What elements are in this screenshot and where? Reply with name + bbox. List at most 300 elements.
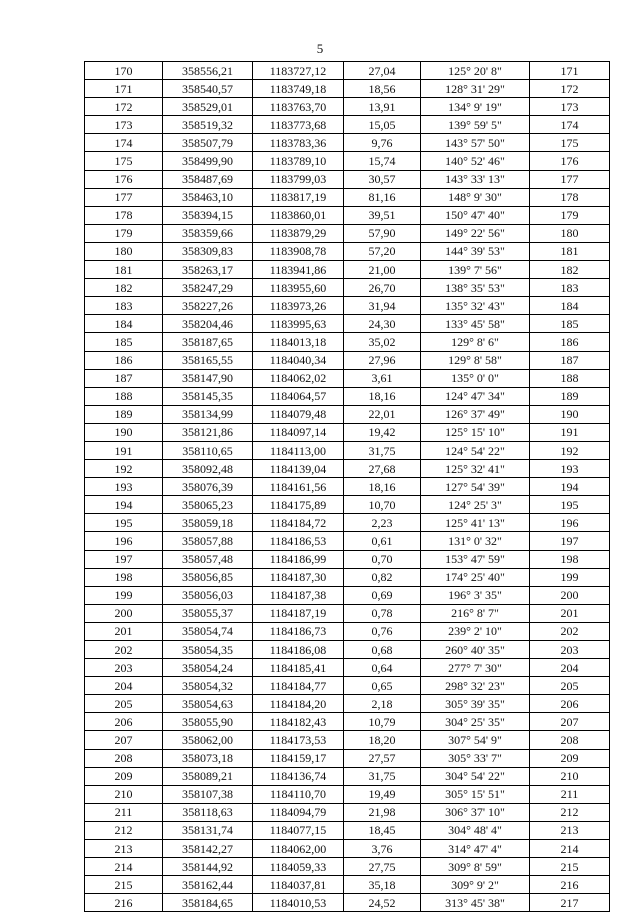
bearing-cell: 149° 22' 56" (421, 224, 530, 242)
next-point-cell: 209 (530, 749, 610, 767)
bearing-cell: 304° 48' 4" (421, 821, 530, 839)
distance-cell: 31,75 (344, 441, 421, 459)
table-row (85, 116, 610, 134)
y-coordinate-cell: 1184113,00 (253, 441, 344, 459)
bearing-cell: 131° 0' 32" (421, 532, 530, 550)
table-row (85, 333, 610, 351)
bearing-cell: 313° 45' 38" (421, 894, 530, 912)
table-row (85, 586, 610, 604)
next-point-cell: 203 (530, 641, 610, 659)
table-row (85, 532, 610, 550)
distance-cell: 13,91 (344, 98, 421, 116)
table-row (85, 894, 610, 912)
point-number-cell: 171 (85, 80, 163, 98)
next-point-cell: 185 (530, 315, 610, 333)
point-number-cell: 190 (85, 423, 163, 441)
bearing-cell: 216° 8' 7" (421, 604, 530, 622)
next-point-cell: 198 (530, 550, 610, 568)
distance-cell: 27,04 (344, 62, 421, 80)
y-coordinate-cell: 1184186,08 (253, 641, 344, 659)
x-coordinate-cell: 358089,21 (163, 767, 253, 785)
table-row (85, 405, 610, 423)
point-number-cell: 180 (85, 242, 163, 260)
table-row (85, 188, 610, 206)
x-coordinate-cell: 358110,65 (163, 441, 253, 459)
x-coordinate-cell: 358165,55 (163, 351, 253, 369)
y-coordinate-cell: 1183773,68 (253, 116, 344, 134)
distance-cell: 24,30 (344, 315, 421, 333)
point-number-cell: 187 (85, 369, 163, 387)
distance-cell: 15,74 (344, 152, 421, 170)
table-row (85, 62, 610, 80)
next-point-cell: 190 (530, 405, 610, 423)
table-row (85, 767, 610, 785)
table-row (85, 387, 610, 405)
table-row (85, 134, 610, 152)
bearing-cell: 133° 45' 58" (421, 315, 530, 333)
bearing-cell: 124° 47' 34" (421, 387, 530, 405)
x-coordinate-cell: 358263,17 (163, 261, 253, 279)
next-point-cell: 199 (530, 568, 610, 586)
distance-cell: 0,82 (344, 568, 421, 586)
x-coordinate-cell: 358359,66 (163, 224, 253, 242)
y-coordinate-cell: 1184062,00 (253, 840, 344, 858)
y-coordinate-cell: 1183973,26 (253, 297, 344, 315)
distance-cell: 3,61 (344, 369, 421, 387)
y-coordinate-cell: 1184013,18 (253, 333, 344, 351)
point-number-cell: 212 (85, 821, 163, 839)
y-coordinate-cell: 1183789,10 (253, 152, 344, 170)
x-coordinate-cell: 358134,99 (163, 405, 253, 423)
point-number-cell: 214 (85, 858, 163, 876)
x-coordinate-cell: 358076,39 (163, 478, 253, 496)
distance-cell: 21,00 (344, 261, 421, 279)
next-point-cell: 207 (530, 713, 610, 731)
x-coordinate-cell: 358131,74 (163, 821, 253, 839)
table-row (85, 98, 610, 116)
bearing-cell: 309° 9' 2" (421, 876, 530, 894)
bearing-cell: 128° 31' 29" (421, 80, 530, 98)
next-point-cell: 197 (530, 532, 610, 550)
point-number-cell: 192 (85, 460, 163, 478)
next-point-cell: 176 (530, 152, 610, 170)
point-number-cell: 173 (85, 116, 163, 134)
y-coordinate-cell: 1184187,19 (253, 604, 344, 622)
y-coordinate-cell: 1184062,02 (253, 369, 344, 387)
y-coordinate-cell: 1184186,73 (253, 622, 344, 640)
distance-cell: 2,23 (344, 514, 421, 532)
y-coordinate-cell: 1184094,79 (253, 803, 344, 821)
bearing-cell: 150° 47' 40" (421, 206, 530, 224)
bearing-cell: 140° 52' 46" (421, 152, 530, 170)
bearing-cell: 125° 15' 10" (421, 423, 530, 441)
distance-cell: 15,05 (344, 116, 421, 134)
y-coordinate-cell: 1183799,03 (253, 170, 344, 188)
distance-cell: 31,94 (344, 297, 421, 315)
x-coordinate-cell: 358145,35 (163, 387, 253, 405)
point-number-cell: 196 (85, 532, 163, 550)
table-row (85, 695, 610, 713)
y-coordinate-cell: 1184040,34 (253, 351, 344, 369)
y-coordinate-cell: 1184186,53 (253, 532, 344, 550)
bearing-cell: 125° 41' 13" (421, 514, 530, 532)
next-point-cell: 201 (530, 604, 610, 622)
table-row (85, 170, 610, 188)
distance-cell: 22,01 (344, 405, 421, 423)
bearing-cell: 125° 20' 8" (421, 62, 530, 80)
y-coordinate-cell: 1183995,63 (253, 315, 344, 333)
x-coordinate-cell: 358054,32 (163, 677, 253, 695)
table-row (85, 821, 610, 839)
y-coordinate-cell: 1184059,33 (253, 858, 344, 876)
point-number-cell: 179 (85, 224, 163, 242)
table-row (85, 840, 610, 858)
point-number-cell: 209 (85, 767, 163, 785)
bearing-cell: 144° 39' 53" (421, 242, 530, 260)
y-coordinate-cell: 1183749,18 (253, 80, 344, 98)
bearing-cell: 298° 32' 23" (421, 677, 530, 695)
y-coordinate-cell: 1183955,60 (253, 279, 344, 297)
x-coordinate-cell: 358056,03 (163, 586, 253, 604)
point-number-cell: 172 (85, 98, 163, 116)
point-number-cell: 206 (85, 713, 163, 731)
y-coordinate-cell: 1184079,48 (253, 405, 344, 423)
next-point-cell: 211 (530, 785, 610, 803)
bearing-cell: 305° 15' 51" (421, 785, 530, 803)
x-coordinate-cell: 358073,18 (163, 749, 253, 767)
next-point-cell: 192 (530, 441, 610, 459)
x-coordinate-cell: 358142,27 (163, 840, 253, 858)
next-point-cell: 208 (530, 731, 610, 749)
y-coordinate-cell: 1183763,70 (253, 98, 344, 116)
table-row (85, 152, 610, 170)
next-point-cell: 184 (530, 297, 610, 315)
y-coordinate-cell: 1184110,70 (253, 785, 344, 803)
table-row (85, 261, 610, 279)
distance-cell: 18,20 (344, 731, 421, 749)
bearing-cell: 174° 25' 40" (421, 568, 530, 586)
y-coordinate-cell: 1184184,72 (253, 514, 344, 532)
table-row (85, 858, 610, 876)
next-point-cell: 216 (530, 876, 610, 894)
x-coordinate-cell: 358062,00 (163, 731, 253, 749)
x-coordinate-cell: 358394,15 (163, 206, 253, 224)
bearing-cell: 277° 7' 30" (421, 659, 530, 677)
y-coordinate-cell: 1184186,99 (253, 550, 344, 568)
distance-cell: 31,75 (344, 767, 421, 785)
bearing-cell: 260° 40' 35" (421, 641, 530, 659)
next-point-cell: 182 (530, 261, 610, 279)
table-row (85, 641, 610, 659)
point-number-cell: 207 (85, 731, 163, 749)
bearing-cell: 196° 3' 35" (421, 586, 530, 604)
x-coordinate-cell: 358463,10 (163, 188, 253, 206)
distance-cell: 35,02 (344, 333, 421, 351)
x-coordinate-cell: 358227,26 (163, 297, 253, 315)
x-coordinate-cell: 358507,79 (163, 134, 253, 152)
point-number-cell: 216 (85, 894, 163, 912)
distance-cell: 0,76 (344, 622, 421, 640)
table-row (85, 423, 610, 441)
distance-cell: 0,61 (344, 532, 421, 550)
x-coordinate-cell: 358147,90 (163, 369, 253, 387)
x-coordinate-cell: 358054,24 (163, 659, 253, 677)
x-coordinate-cell: 358529,01 (163, 98, 253, 116)
x-coordinate-cell: 358144,92 (163, 858, 253, 876)
bearing-cell: 153° 47' 59" (421, 550, 530, 568)
y-coordinate-cell: 1184173,53 (253, 731, 344, 749)
table-row (85, 224, 610, 242)
y-coordinate-cell: 1184187,38 (253, 586, 344, 604)
next-point-cell: 186 (530, 333, 610, 351)
table-row (85, 351, 610, 369)
table-row (85, 496, 610, 514)
x-coordinate-cell: 358057,88 (163, 532, 253, 550)
point-number-cell: 205 (85, 695, 163, 713)
distance-cell: 18,16 (344, 478, 421, 496)
point-number-cell: 200 (85, 604, 163, 622)
next-point-cell: 200 (530, 586, 610, 604)
next-point-cell: 195 (530, 496, 610, 514)
y-coordinate-cell: 1184097,14 (253, 423, 344, 441)
distance-cell: 0,68 (344, 641, 421, 659)
y-coordinate-cell: 1184184,77 (253, 677, 344, 695)
point-number-cell: 194 (85, 496, 163, 514)
y-coordinate-cell: 1183783,36 (253, 134, 344, 152)
point-number-cell: 184 (85, 315, 163, 333)
point-number-cell: 186 (85, 351, 163, 369)
next-point-cell: 171 (530, 62, 610, 80)
table-row (85, 279, 610, 297)
distance-cell: 19,49 (344, 785, 421, 803)
point-number-cell: 189 (85, 405, 163, 423)
next-point-cell: 181 (530, 242, 610, 260)
point-number-cell: 193 (85, 478, 163, 496)
bearing-cell: 127° 54' 39" (421, 478, 530, 496)
y-coordinate-cell: 1184182,43 (253, 713, 344, 731)
bearing-cell: 125° 32' 41" (421, 460, 530, 478)
distance-cell: 18,45 (344, 821, 421, 839)
point-number-cell: 195 (85, 514, 163, 532)
table-row (85, 876, 610, 894)
next-point-cell: 179 (530, 206, 610, 224)
x-coordinate-cell: 358540,57 (163, 80, 253, 98)
y-coordinate-cell: 1184159,17 (253, 749, 344, 767)
point-number-cell: 203 (85, 659, 163, 677)
bearing-cell: 307° 54' 9" (421, 731, 530, 749)
bearing-cell: 129° 8' 6" (421, 333, 530, 351)
point-number-cell: 197 (85, 550, 163, 568)
x-coordinate-cell: 358054,63 (163, 695, 253, 713)
y-coordinate-cell: 1183941,86 (253, 261, 344, 279)
table-row (85, 568, 610, 586)
next-point-cell: 189 (530, 387, 610, 405)
x-coordinate-cell: 358556,21 (163, 62, 253, 80)
distance-cell: 27,68 (344, 460, 421, 478)
next-point-cell: 183 (530, 279, 610, 297)
next-point-cell: 196 (530, 514, 610, 532)
point-number-cell: 191 (85, 441, 163, 459)
next-point-cell: 172 (530, 80, 610, 98)
distance-cell: 18,16 (344, 387, 421, 405)
next-point-cell: 191 (530, 423, 610, 441)
point-number-cell: 178 (85, 206, 163, 224)
bearing-cell: 314° 47' 4" (421, 840, 530, 858)
next-point-cell: 174 (530, 116, 610, 134)
next-point-cell: 210 (530, 767, 610, 785)
point-number-cell: 177 (85, 188, 163, 206)
table-row (85, 604, 610, 622)
point-number-cell: 170 (85, 62, 163, 80)
next-point-cell: 205 (530, 677, 610, 695)
table-row (85, 749, 610, 767)
bearing-cell: 139° 7' 56" (421, 261, 530, 279)
bearing-cell: 304° 54' 22" (421, 767, 530, 785)
next-point-cell: 215 (530, 858, 610, 876)
table-row (85, 803, 610, 821)
bearing-cell: 305° 39' 35" (421, 695, 530, 713)
next-point-cell: 173 (530, 98, 610, 116)
bearing-cell: 134° 9' 19" (421, 98, 530, 116)
bearing-cell: 304° 25' 35" (421, 713, 530, 731)
next-point-cell: 175 (530, 134, 610, 152)
bearing-cell: 129° 8' 58" (421, 351, 530, 369)
y-coordinate-cell: 1184187,30 (253, 568, 344, 586)
table-row (85, 441, 610, 459)
x-coordinate-cell: 358055,90 (163, 713, 253, 731)
bearing-cell: 124° 25' 3" (421, 496, 530, 514)
x-coordinate-cell: 358121,86 (163, 423, 253, 441)
point-number-cell: 201 (85, 622, 163, 640)
y-coordinate-cell: 1183879,29 (253, 224, 344, 242)
distance-cell: 21,98 (344, 803, 421, 821)
table-row (85, 677, 610, 695)
point-number-cell: 215 (85, 876, 163, 894)
point-number-cell: 202 (85, 641, 163, 659)
table-row (85, 622, 610, 640)
distance-cell: 39,51 (344, 206, 421, 224)
bearing-cell: 138° 35' 53" (421, 279, 530, 297)
next-point-cell: 187 (530, 351, 610, 369)
distance-cell: 27,75 (344, 858, 421, 876)
x-coordinate-cell: 358092,48 (163, 460, 253, 478)
distance-cell: 57,90 (344, 224, 421, 242)
next-point-cell: 178 (530, 188, 610, 206)
x-coordinate-cell: 358519,32 (163, 116, 253, 134)
bearing-cell: 309° 8' 59" (421, 858, 530, 876)
table-row (85, 206, 610, 224)
table-row (85, 80, 610, 98)
next-point-cell: 214 (530, 840, 610, 858)
distance-cell: 10,79 (344, 713, 421, 731)
distance-cell: 18,56 (344, 80, 421, 98)
table-row (85, 731, 610, 749)
x-coordinate-cell: 358162,44 (163, 876, 253, 894)
y-coordinate-cell: 1183817,19 (253, 188, 344, 206)
table-row (85, 659, 610, 677)
x-coordinate-cell: 358055,37 (163, 604, 253, 622)
table-row (85, 713, 610, 731)
x-coordinate-cell: 358054,74 (163, 622, 253, 640)
table-row (85, 785, 610, 803)
x-coordinate-cell: 358309,83 (163, 242, 253, 260)
distance-cell: 0,69 (344, 586, 421, 604)
y-coordinate-cell: 1183908,78 (253, 242, 344, 260)
x-coordinate-cell: 358065,23 (163, 496, 253, 514)
point-number-cell: 185 (85, 333, 163, 351)
table-row (85, 297, 610, 315)
distance-cell: 27,57 (344, 749, 421, 767)
x-coordinate-cell: 358107,38 (163, 785, 253, 803)
distance-cell: 0,78 (344, 604, 421, 622)
bearing-cell: 306° 37' 10" (421, 803, 530, 821)
distance-cell: 24,52 (344, 894, 421, 912)
next-point-cell: 193 (530, 460, 610, 478)
distance-cell: 0,65 (344, 677, 421, 695)
x-coordinate-cell: 358487,69 (163, 170, 253, 188)
y-coordinate-cell: 1184037,81 (253, 876, 344, 894)
distance-cell: 26,70 (344, 279, 421, 297)
x-coordinate-cell: 358204,46 (163, 315, 253, 333)
distance-cell: 9,76 (344, 134, 421, 152)
distance-cell: 81,16 (344, 188, 421, 206)
x-coordinate-cell: 358054,35 (163, 641, 253, 659)
y-coordinate-cell: 1184139,04 (253, 460, 344, 478)
next-point-cell: 204 (530, 659, 610, 677)
x-coordinate-cell: 358059,18 (163, 514, 253, 532)
bearing-cell: 126° 37' 49" (421, 405, 530, 423)
coordinates-table (84, 61, 610, 912)
next-point-cell: 213 (530, 821, 610, 839)
bearing-cell: 305° 33' 7" (421, 749, 530, 767)
page-number: 5 (316, 41, 324, 56)
table-row (85, 550, 610, 568)
y-coordinate-cell: 1183727,12 (253, 62, 344, 80)
point-number-cell: 204 (85, 677, 163, 695)
point-number-cell: 198 (85, 568, 163, 586)
bearing-cell: 148° 9' 30" (421, 188, 530, 206)
next-point-cell: 202 (530, 622, 610, 640)
distance-cell: 0,70 (344, 550, 421, 568)
next-point-cell: 194 (530, 478, 610, 496)
y-coordinate-cell: 1184185,41 (253, 659, 344, 677)
next-point-cell: 217 (530, 894, 610, 912)
y-coordinate-cell: 1184010,53 (253, 894, 344, 912)
point-number-cell: 188 (85, 387, 163, 405)
x-coordinate-cell: 358184,65 (163, 894, 253, 912)
bearing-cell: 139° 59' 5" (421, 116, 530, 134)
point-number-cell: 211 (85, 803, 163, 821)
next-point-cell: 177 (530, 170, 610, 188)
distance-cell: 10,70 (344, 496, 421, 514)
x-coordinate-cell: 358057,48 (163, 550, 253, 568)
y-coordinate-cell: 1184161,56 (253, 478, 344, 496)
table-body (85, 62, 610, 912)
x-coordinate-cell: 358247,29 (163, 279, 253, 297)
distance-cell: 30,57 (344, 170, 421, 188)
point-number-cell: 183 (85, 297, 163, 315)
distance-cell: 27,96 (344, 351, 421, 369)
point-number-cell: 176 (85, 170, 163, 188)
x-coordinate-cell: 358118,63 (163, 803, 253, 821)
y-coordinate-cell: 1184184,20 (253, 695, 344, 713)
table-row (85, 369, 610, 387)
next-point-cell: 206 (530, 695, 610, 713)
table-row (85, 242, 610, 260)
table-row (85, 478, 610, 496)
point-number-cell: 208 (85, 749, 163, 767)
distance-cell: 2,18 (344, 695, 421, 713)
